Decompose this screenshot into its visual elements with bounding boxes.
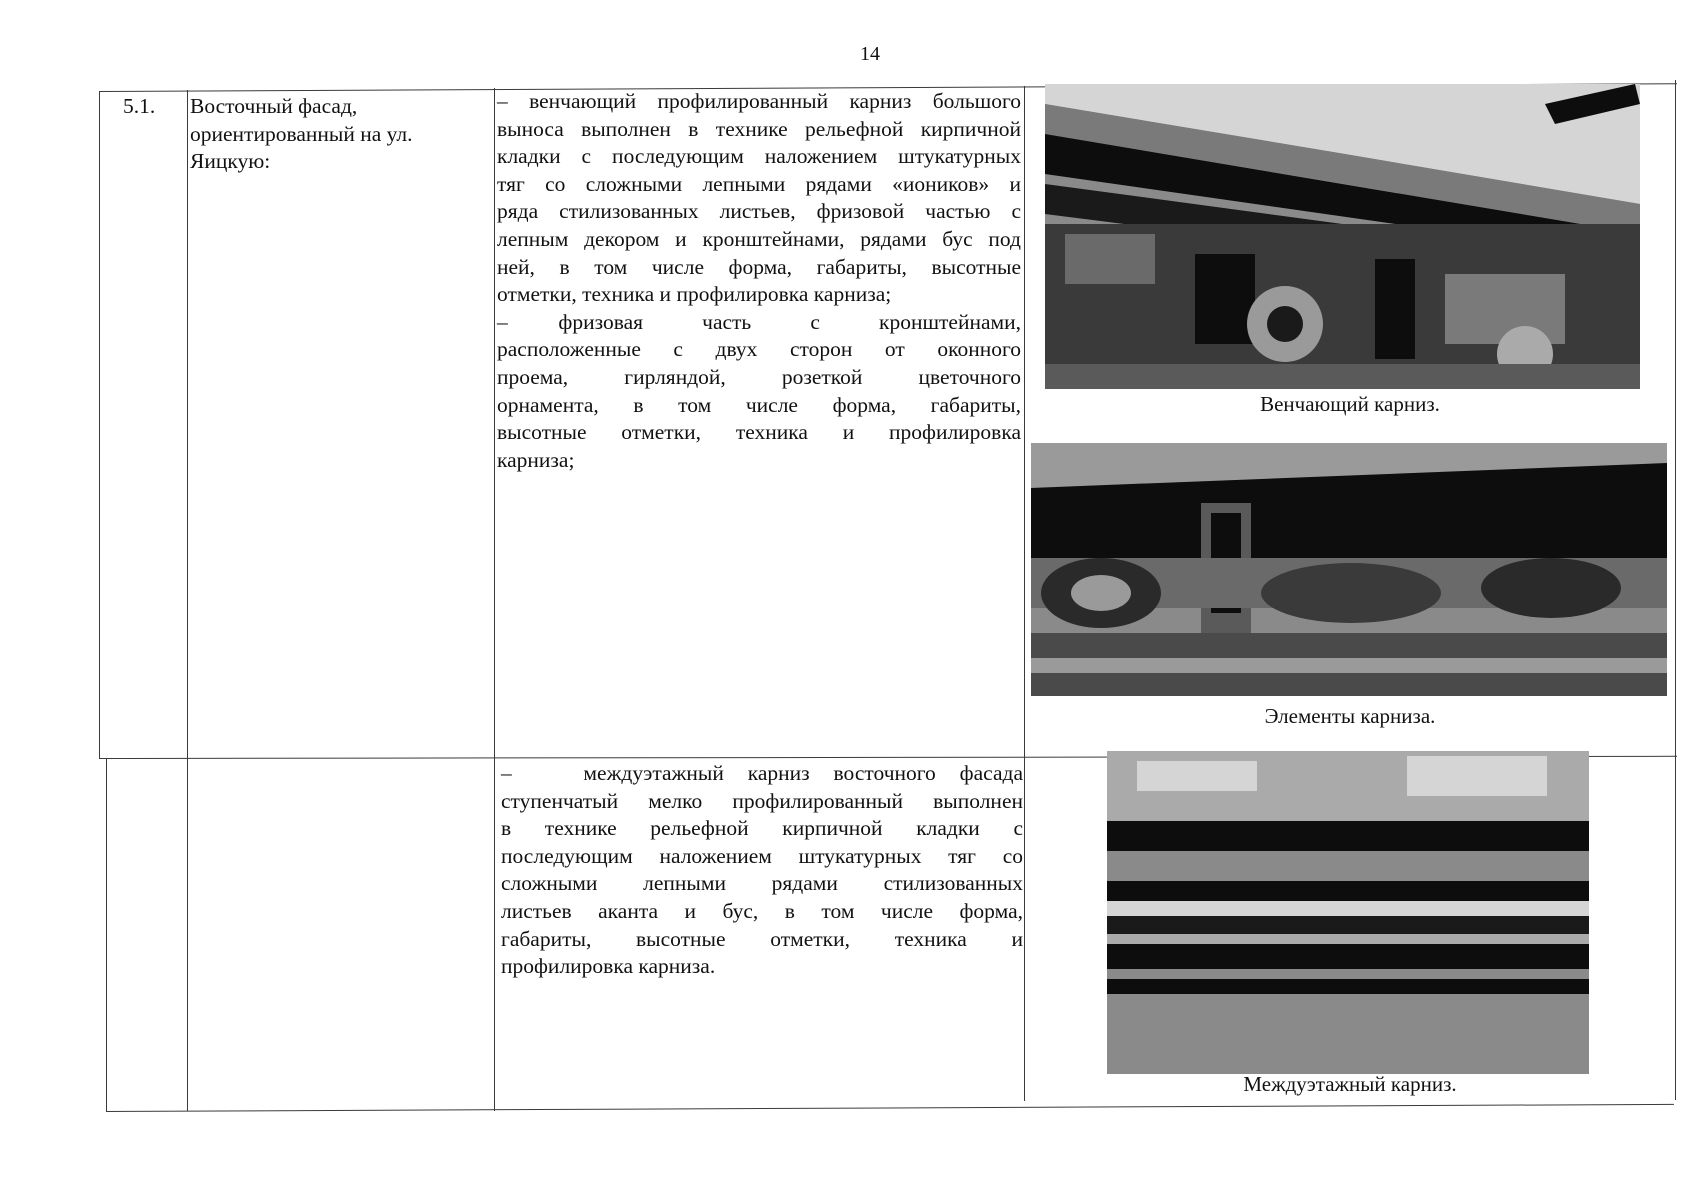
caption-cornice-elements: Элементы карниза. xyxy=(1264,704,1436,728)
caption-crowning-cornice: Венчающий карниз. xyxy=(1260,392,1440,416)
description-line: профилировка карниза. xyxy=(501,954,716,979)
description-line: габариты, высотные отметки, техника и xyxy=(501,926,1023,951)
description-line: – междуэтажный карниз восточного фасада xyxy=(501,761,1023,785)
description-line: отметки, техника и профилировка карниза; xyxy=(497,282,892,307)
description-line: сложными лепными рядами стилизованных xyxy=(501,871,1023,896)
description-line: проема, гирляндой, розеткой цветочного xyxy=(497,364,1021,389)
caption-interfloor-cornice: Междуэтажный карниз. xyxy=(1243,1072,1457,1096)
photo-interfloor-cornice xyxy=(1107,751,1589,1074)
description-line: тяг со сложными лепными рядами «иоников» и xyxy=(497,171,1021,196)
description-line: ней, в том числе форма, габариты, высотные xyxy=(497,254,1021,279)
description-line: кладки с последующим наложением штукатурных xyxy=(497,144,1021,169)
item-number: 5.1. xyxy=(123,94,156,118)
description-line: в технике рельефной кирпичной кладки с xyxy=(501,816,1023,841)
description-line: орнамента, в том числе форма, габариты, xyxy=(497,392,1021,417)
description-cell-1 xyxy=(497,88,1021,474)
object-line: ориентированный на ул. xyxy=(190,121,413,146)
object-line: Восточный фасад, xyxy=(190,94,358,118)
description-line: последующим наложением штукатурных тяг со xyxy=(501,843,1023,868)
description-line: – венчающий профилированный карниз большого xyxy=(497,89,1021,113)
description-cell-2 xyxy=(501,760,1023,981)
object-cell xyxy=(190,93,490,176)
description-line: листьев аканта и бус, в том числе форма, xyxy=(501,898,1023,923)
photo-crowning-cornice xyxy=(1045,84,1640,389)
description-line: лепным декором и кронштейнами, рядами бус под xyxy=(497,226,1021,251)
description-line: выноса выполнен в технике рельефной кирпичной xyxy=(497,116,1021,141)
description-line: карниза; xyxy=(497,447,575,472)
page-number: 14 xyxy=(860,43,880,65)
photo-cornice-elements xyxy=(1031,443,1667,696)
description-line: ступенчатый мелко профилированный выполнен xyxy=(501,788,1023,813)
description-line: высотные отметки, техника и профилировка xyxy=(497,420,1021,445)
object-line: Яицкую: xyxy=(190,149,271,174)
description-line: ряда стилизованных листьев, фризовой частью с xyxy=(497,199,1021,224)
description-line: – фризовая часть с кронштейнами, xyxy=(497,309,1021,334)
description-line: расположенные с двух сторон от оконного xyxy=(497,337,1021,362)
